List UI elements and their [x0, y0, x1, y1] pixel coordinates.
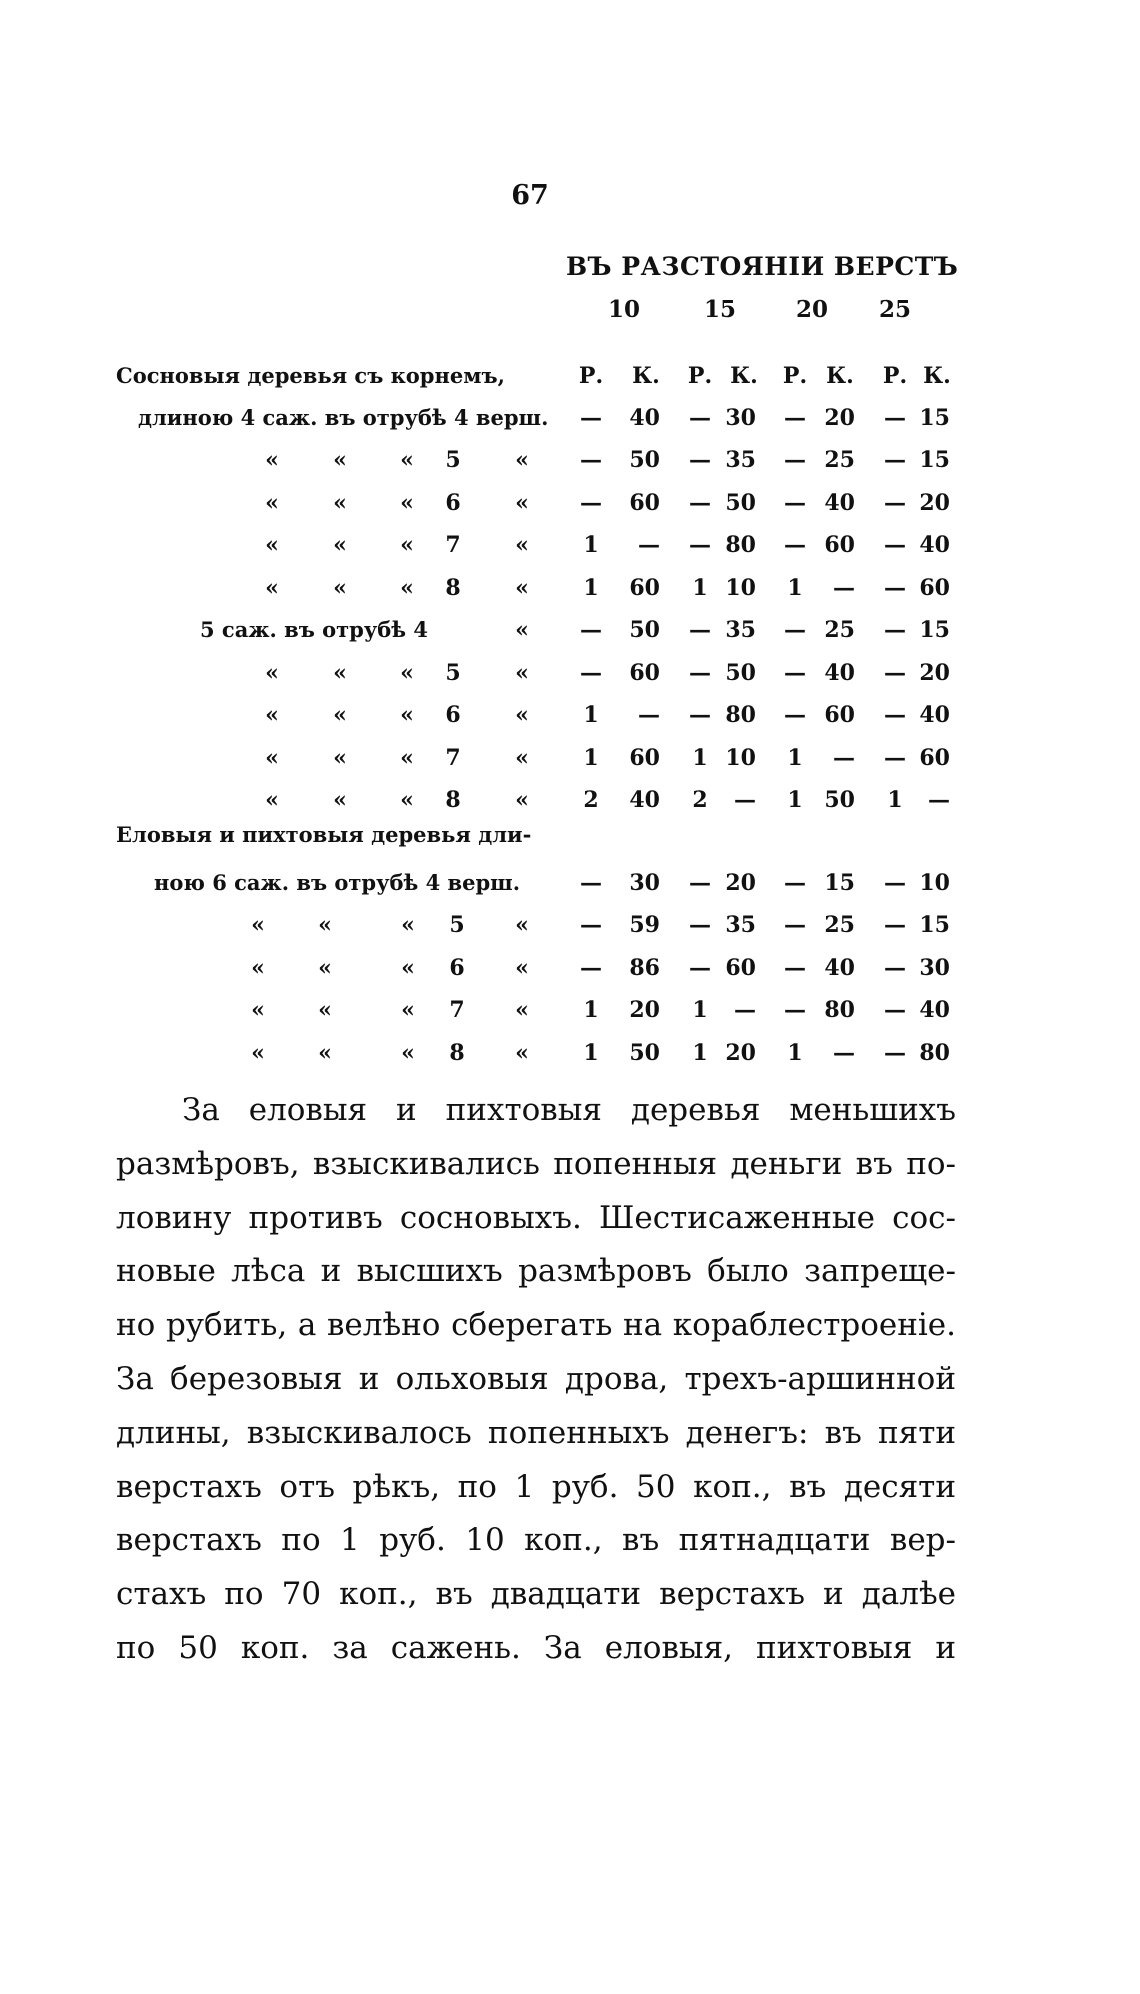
row-label: ною 6 саж. въ отрубѣ 4 верш. — [154, 870, 521, 895]
ditto-mark: « — [333, 787, 347, 813]
ditto-mark: « — [401, 955, 415, 981]
kopecks-cell: — — [638, 532, 660, 558]
ditto-mark: « — [515, 702, 529, 728]
ditto-mark: « — [318, 997, 332, 1023]
ditto-mark: « — [265, 490, 279, 516]
rubles-cell: — — [884, 1040, 906, 1066]
row-dimension: 5 — [445, 447, 461, 473]
row-label: длиною 4 саж. въ отрубѣ 4 верш. — [138, 405, 549, 430]
ditto-mark: « — [251, 955, 265, 981]
kopecks-cell: 60 — [824, 702, 855, 728]
rubles-cell: — — [580, 955, 602, 981]
rubles-cell: — — [884, 575, 906, 601]
rubles-cell: — — [884, 617, 906, 643]
ditto-mark: « — [265, 447, 279, 473]
kopecks-cell: 20 — [725, 1040, 756, 1066]
kopecks-cell: 10 — [725, 575, 756, 601]
ditto-mark: « — [265, 532, 279, 558]
paragraph-line: но рубить, а велѣно сберегать на кораблестроенiе. — [116, 1307, 956, 1344]
kopecks-cell: 10 — [725, 745, 756, 771]
rubles-cell: 2 — [692, 787, 708, 813]
paragraph-line: ловину противъ сосновыхъ. Шестисаженные сос- — [116, 1199, 956, 1236]
ditto-mark: « — [333, 447, 347, 473]
rubles-cell: — — [689, 912, 711, 938]
rubles-cell: — — [689, 490, 711, 516]
kopecks-cell: 86 — [629, 955, 660, 981]
rubles-cell: — — [884, 912, 906, 938]
rubles-cell: — — [884, 702, 906, 728]
rubles-cell: — — [884, 532, 906, 558]
paragraph-line: длины, взыскивалось попенныхъ денегъ: въ пяти — [116, 1414, 956, 1451]
ditto-mark: « — [400, 532, 414, 558]
unit-header-cell: Р. — [882, 363, 908, 389]
kopecks-cell: 80 — [919, 1040, 950, 1066]
rubles-cell: — — [784, 660, 806, 686]
rubles-cell: — — [580, 870, 602, 896]
kopecks-cell: — — [833, 1040, 855, 1066]
unit-header-cell: К. — [826, 363, 854, 389]
ditto-mark: « — [265, 787, 279, 813]
section-title-spruce: Еловыя и пихтовыя деревья дли- — [116, 822, 532, 847]
ditto-mark: « — [401, 997, 415, 1023]
kopecks-cell: 40 — [824, 660, 855, 686]
row-dimension: 5 — [449, 912, 465, 938]
rubles-cell: 1 — [887, 787, 903, 813]
table-heading: ВЪ РАЗСТОЯНIИ ВЕРСТЪ — [566, 252, 959, 281]
ditto-mark: « — [400, 490, 414, 516]
rubles-cell: — — [784, 490, 806, 516]
ditto-mark: « — [400, 702, 414, 728]
kopecks-cell: — — [638, 702, 660, 728]
kopecks-cell: — — [928, 787, 950, 813]
kopecks-cell: 50 — [629, 447, 660, 473]
kopecks-cell: 25 — [824, 617, 855, 643]
kopecks-cell: 80 — [725, 532, 756, 558]
ditto-mark: « — [515, 955, 529, 981]
distance-20: 20 — [795, 296, 829, 323]
rubles-cell: 1 — [787, 1040, 803, 1066]
rubles-cell: 1 — [692, 997, 708, 1023]
rubles-cell: — — [884, 447, 906, 473]
rubles-cell: — — [689, 617, 711, 643]
ditto-mark: « — [333, 660, 347, 686]
row-label: 5 саж. въ отрубѣ 4 — [200, 617, 428, 642]
ditto-mark: « — [515, 745, 529, 771]
distance-10: 10 — [607, 296, 641, 323]
ditto-mark: « — [333, 532, 347, 558]
row-dimension: 5 — [445, 660, 461, 686]
body-paragraph — [116, 1084, 956, 1676]
ditto-mark: « — [318, 955, 332, 981]
rubles-cell: — — [784, 702, 806, 728]
kopecks-cell: 25 — [824, 912, 855, 938]
kopecks-cell: 40 — [629, 787, 660, 813]
kopecks-cell: 59 — [629, 912, 660, 938]
kopecks-cell: 60 — [629, 575, 660, 601]
ditto-mark: « — [401, 912, 415, 938]
kopecks-cell: 50 — [725, 660, 756, 686]
kopecks-cell: 60 — [919, 745, 950, 771]
kopecks-cell: 40 — [919, 702, 950, 728]
kopecks-cell: 60 — [919, 575, 950, 601]
ditto-mark: « — [333, 575, 347, 601]
rubles-cell: 1 — [692, 745, 708, 771]
rubles-cell: — — [689, 660, 711, 686]
ditto-mark: « — [515, 490, 529, 516]
kopecks-cell: 60 — [725, 955, 756, 981]
row-dimension: 6 — [445, 702, 461, 728]
row-dimension: 7 — [445, 745, 461, 771]
rubles-cell: 1 — [583, 532, 599, 558]
unit-header-cell: Р. — [578, 363, 604, 389]
kopecks-cell: 15 — [919, 447, 950, 473]
rubles-cell: 2 — [583, 787, 599, 813]
unit-header-cell: К. — [730, 363, 758, 389]
rubles-cell: 1 — [787, 787, 803, 813]
ditto-mark: « — [400, 787, 414, 813]
rubles-cell: — — [689, 870, 711, 896]
section-title-pine: Сосновыя деревья съ корнемъ, — [116, 363, 505, 388]
kopecks-cell: 20 — [725, 870, 756, 896]
ditto-mark: « — [265, 745, 279, 771]
kopecks-cell: — — [734, 997, 756, 1023]
row-dimension: 8 — [445, 575, 461, 601]
ditto-mark: « — [333, 490, 347, 516]
kopecks-cell: 15 — [919, 405, 950, 431]
rubles-cell: — — [580, 912, 602, 938]
paragraph-line: верстахъ по 1 руб. 10 коп., въ пятнадцати вер- — [116, 1522, 956, 1559]
unit-header-cell: Р. — [782, 363, 808, 389]
ditto-mark: « — [515, 617, 529, 643]
row-dimension: 8 — [449, 1040, 465, 1066]
rubles-cell: 1 — [583, 575, 599, 601]
kopecks-cell: 40 — [919, 532, 950, 558]
rubles-cell: — — [884, 490, 906, 516]
kopecks-cell: 60 — [629, 745, 660, 771]
ditto-mark: « — [333, 745, 347, 771]
rubles-cell: — — [580, 660, 602, 686]
rubles-cell: 1 — [583, 745, 599, 771]
rubles-cell: — — [784, 997, 806, 1023]
kopecks-cell: 15 — [919, 617, 950, 643]
ditto-mark: « — [265, 702, 279, 728]
rubles-cell: — — [884, 660, 906, 686]
rubles-cell: 1 — [787, 745, 803, 771]
kopecks-cell: 20 — [919, 490, 950, 516]
ditto-mark: « — [515, 660, 529, 686]
unit-header-cell: Р. — [687, 363, 713, 389]
rubles-cell: — — [689, 447, 711, 473]
rubles-cell: — — [784, 955, 806, 981]
row-dimension: 6 — [445, 490, 461, 516]
row-dimension: 8 — [445, 787, 461, 813]
rubles-cell: — — [784, 912, 806, 938]
rubles-cell: 1 — [583, 997, 599, 1023]
ditto-mark: « — [333, 702, 347, 728]
kopecks-cell: 60 — [824, 532, 855, 558]
kopecks-cell: 20 — [919, 660, 950, 686]
unit-header-cell: К. — [632, 363, 660, 389]
kopecks-cell: 20 — [824, 405, 855, 431]
rubles-cell: — — [580, 617, 602, 643]
rubles-cell: — — [784, 617, 806, 643]
kopecks-cell: 30 — [629, 870, 660, 896]
kopecks-cell: 40 — [919, 997, 950, 1023]
rubles-cell: — — [689, 955, 711, 981]
kopecks-cell: 30 — [725, 405, 756, 431]
rubles-cell: — — [689, 405, 711, 431]
paragraph-line: размѣровъ, взыскивались попенныя деньги въ по- — [116, 1145, 956, 1182]
kopecks-cell: — — [734, 787, 756, 813]
rubles-cell: — — [784, 532, 806, 558]
ditto-mark: « — [400, 447, 414, 473]
row-dimension: 7 — [445, 532, 461, 558]
paragraph-line: верстахъ отъ рѣкъ, по 1 руб. 50 коп., въ десяти — [116, 1468, 956, 1505]
paragraph-line: За березовыя и ольховыя дрова, трехъ-аршинной — [116, 1360, 956, 1397]
rubles-cell: 1 — [583, 1040, 599, 1066]
distance-25: 25 — [878, 296, 912, 323]
page-number: 67 — [511, 180, 549, 211]
kopecks-cell: 50 — [629, 1040, 660, 1066]
kopecks-cell: 35 — [725, 912, 756, 938]
kopecks-cell: 25 — [824, 447, 855, 473]
kopecks-cell: 40 — [824, 955, 855, 981]
ditto-mark: « — [400, 660, 414, 686]
ditto-mark: « — [251, 1040, 265, 1066]
kopecks-cell: — — [833, 745, 855, 771]
kopecks-cell: 30 — [919, 955, 950, 981]
rubles-cell: — — [884, 997, 906, 1023]
ditto-mark: « — [515, 1040, 529, 1066]
ditto-mark: « — [265, 660, 279, 686]
ditto-mark: « — [515, 787, 529, 813]
rubles-cell: — — [580, 405, 602, 431]
ditto-mark: « — [318, 1040, 332, 1066]
ditto-mark: « — [251, 997, 265, 1023]
ditto-mark: « — [515, 575, 529, 601]
ditto-mark: « — [515, 532, 529, 558]
kopecks-cell: 50 — [824, 787, 855, 813]
rubles-cell: — — [884, 955, 906, 981]
rubles-cell: — — [580, 447, 602, 473]
row-dimension: 6 — [449, 955, 465, 981]
rubles-cell: — — [884, 405, 906, 431]
kopecks-cell: 10 — [919, 870, 950, 896]
ditto-mark: « — [401, 1040, 415, 1066]
rubles-cell: — — [784, 447, 806, 473]
ditto-mark: « — [515, 912, 529, 938]
rubles-cell: 1 — [692, 1040, 708, 1066]
ditto-mark: « — [515, 447, 529, 473]
rubles-cell: 1 — [583, 702, 599, 728]
kopecks-cell: 80 — [725, 702, 756, 728]
paragraph-line: новые лѣса и высшихъ размѣровъ было запреще- — [116, 1253, 956, 1290]
distance-15: 15 — [703, 296, 737, 323]
rubles-cell: — — [784, 405, 806, 431]
ditto-mark: « — [400, 745, 414, 771]
kopecks-cell: 50 — [629, 617, 660, 643]
kopecks-cell: 80 — [824, 997, 855, 1023]
kopecks-cell: 50 — [725, 490, 756, 516]
rubles-cell: — — [580, 490, 602, 516]
kopecks-cell: 20 — [629, 997, 660, 1023]
rubles-cell: 1 — [692, 575, 708, 601]
paragraph-line: За еловыя и пихтовыя деревья меньшихъ — [182, 1092, 956, 1128]
rubles-cell: — — [689, 532, 711, 558]
paragraph-line: по 50 коп. за сажень. За еловыя, пихтовыя и — [116, 1629, 956, 1666]
kopecks-cell: — — [833, 575, 855, 601]
rubles-cell: — — [884, 870, 906, 896]
paragraph-line: стахъ по 70 коп., въ двадцати верстахъ и далѣе — [116, 1576, 956, 1613]
unit-header-cell: К. — [923, 363, 951, 389]
kopecks-cell: 35 — [725, 617, 756, 643]
kopecks-cell: 15 — [919, 912, 950, 938]
ditto-mark: « — [265, 575, 279, 601]
ditto-mark: « — [515, 997, 529, 1023]
kopecks-cell: 15 — [824, 870, 855, 896]
rubles-cell: — — [689, 702, 711, 728]
rubles-cell: — — [884, 745, 906, 771]
ditto-mark: « — [400, 575, 414, 601]
rubles-cell: 1 — [787, 575, 803, 601]
row-dimension: 7 — [449, 997, 465, 1023]
kopecks-cell: 40 — [629, 405, 660, 431]
kopecks-cell: 60 — [629, 660, 660, 686]
ditto-mark: « — [318, 912, 332, 938]
rubles-cell: — — [784, 870, 806, 896]
kopecks-cell: 35 — [725, 447, 756, 473]
ditto-mark: « — [251, 912, 265, 938]
kopecks-cell: 60 — [629, 490, 660, 516]
kopecks-cell: 40 — [824, 490, 855, 516]
